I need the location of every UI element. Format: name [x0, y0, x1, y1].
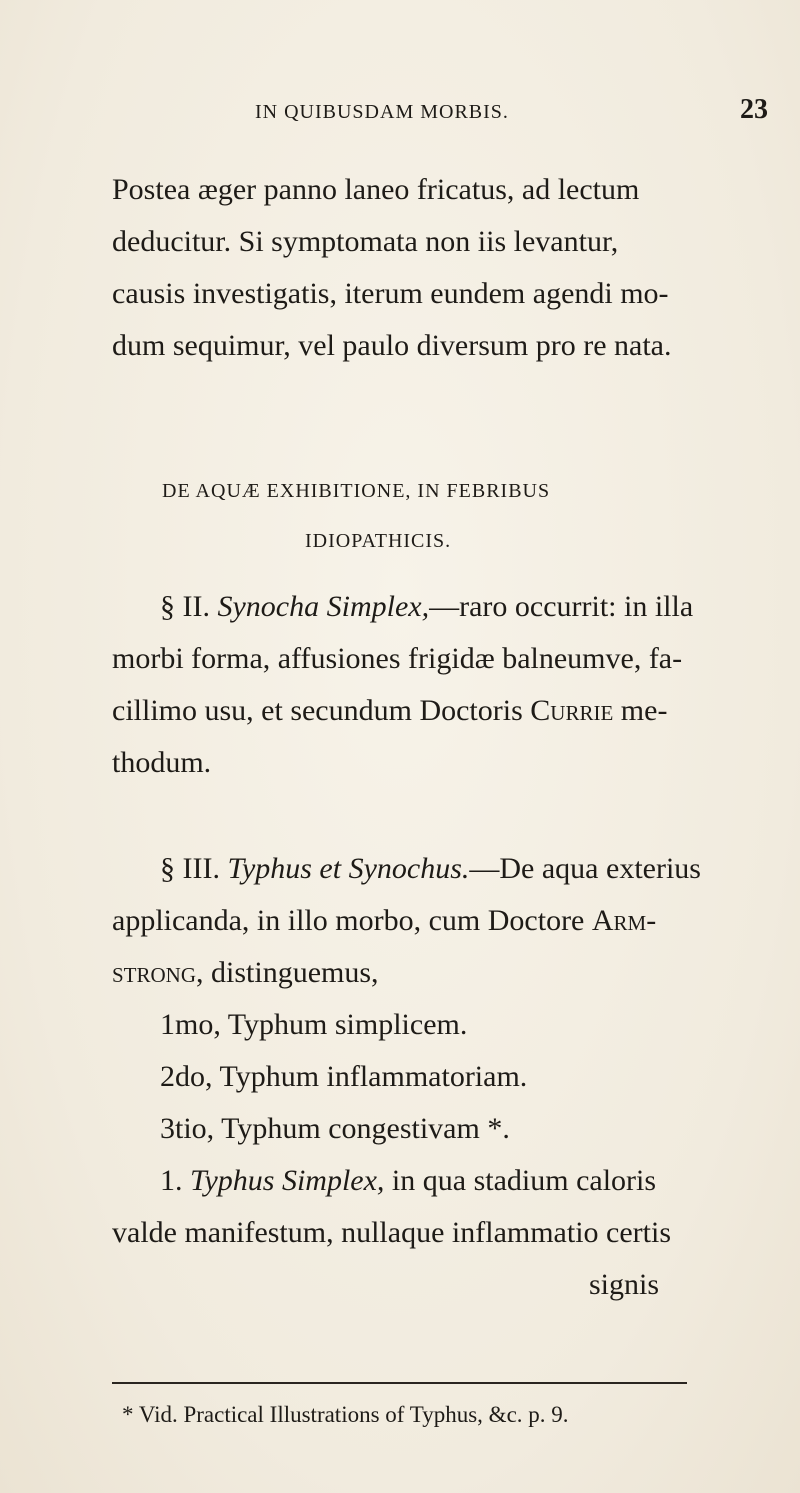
- section3-line-1: [160, 854, 701, 884]
- catchword: signis: [589, 1268, 660, 1301]
- running-title: IN QUIBUSDAM MORBIS.: [255, 101, 509, 123]
- subsection1-title: Typhus Simplex,: [190, 1164, 385, 1197]
- section2-line-1: [160, 592, 693, 622]
- section3-line-3: [112, 958, 379, 988]
- subsection1-number: 1.: [160, 1164, 183, 1197]
- section3-number: § III.: [160, 852, 220, 885]
- subsection1-line-1: [160, 1166, 656, 1196]
- section3-line3-rest: , distinguemus,: [196, 956, 379, 989]
- typhus-type-item-2: 2do, Typhum inflammatoriam.: [160, 1060, 528, 1093]
- page-number: 23: [740, 94, 768, 125]
- section-heading-line-2: IDIOPATHICIS.: [305, 530, 452, 552]
- author-name-armstrong-2: strong: [112, 956, 197, 989]
- section2-line3-b: me-: [613, 694, 668, 727]
- section3-line2-a: applicanda, in illo morbo, cum Doctore: [112, 904, 592, 937]
- typhus-type-item-1: 1mo, Typhum simplicem.: [160, 1008, 468, 1041]
- paragraph1-line-1: Postea æger panno laneo fricatus, ad lectum: [112, 173, 640, 206]
- section3-title: Typhus et Synochus.: [227, 852, 470, 885]
- section-heading-line-1: DE AQUÆ EXHIBITIONE, IN FEBRIBUS: [162, 480, 551, 502]
- section2-number: § II.: [160, 590, 210, 623]
- footnote-rule: [112, 1382, 687, 1384]
- footnote: * Vid. Practical Illustrations of Typhus, &c. p. 9.: [122, 1402, 569, 1427]
- section2-line3-a: cillimo usu, et secundum Doctoris: [112, 694, 531, 727]
- paragraph1-line-3: causis investigatis, iterum eundem agendi mo-: [112, 277, 669, 310]
- author-name-armstrong-1: Arm-: [591, 904, 657, 937]
- paragraph1-line-2: deducitur. Si symptomata non iis levantur,: [112, 225, 619, 258]
- running-header: [255, 98, 509, 124]
- subsection1-line1-rest: in qua stadium caloris: [384, 1164, 657, 1197]
- section2-line-4: thodum.: [112, 746, 212, 779]
- author-name-currie: Currie: [530, 694, 614, 727]
- typhus-type-item-3: 3tio, Typhum congestivam *.: [160, 1112, 510, 1145]
- section3-line1-rest: —De aqua exterius: [469, 852, 701, 885]
- section2-line1-rest: —raro occurrit: in illa: [429, 590, 694, 623]
- section2-line-3: [112, 696, 667, 726]
- paragraph1-line-4: dum sequimur, vel paulo diversum pro re nata.: [112, 329, 672, 362]
- section3-line-2: [112, 906, 656, 936]
- section2-line-2: morbi forma, affusiones frigidæ balneumve, fa-: [112, 642, 683, 675]
- section2-title: Synocha Simplex,: [217, 590, 430, 623]
- subsection1-line-2: valde manifestum, nullaque inflammatio certis: [112, 1216, 671, 1249]
